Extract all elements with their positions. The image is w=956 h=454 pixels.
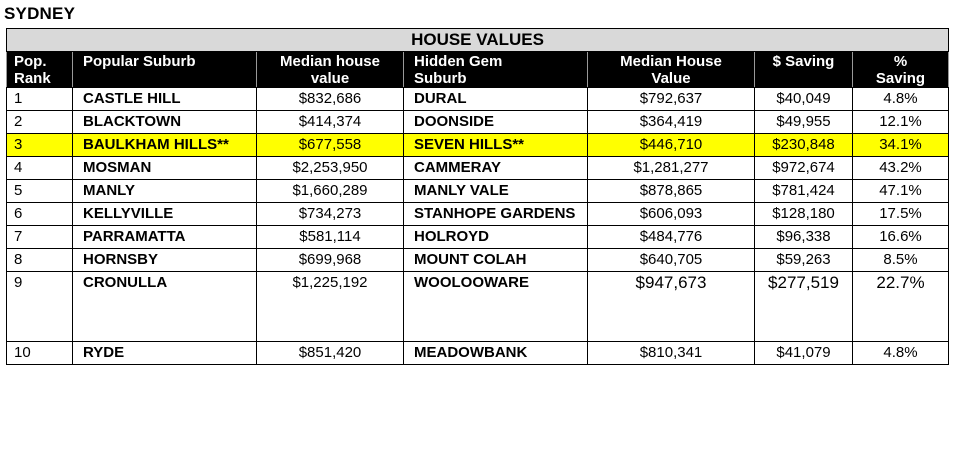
rank-cell: 7 (7, 226, 73, 249)
pct-saving-cell: 34.1% (853, 134, 949, 157)
gem-value-cell: $606,093 (588, 203, 755, 226)
popular-suburb-cell: PARRAMATTA (73, 226, 257, 249)
col-header-median-house-value-gem: Median House Value (588, 52, 755, 88)
popular-value-cell: $2,253,950 (257, 157, 404, 180)
popular-value-cell: $699,968 (257, 249, 404, 272)
gem-suburb-cell: MEADOWBANK (404, 342, 588, 365)
pct-saving-cell: 22.7% (853, 272, 949, 342)
rank-cell: 5 (7, 180, 73, 203)
col-header-hidden-gem: Hidden Gem Suburb (404, 52, 588, 88)
gem-value-cell: $878,865 (588, 180, 755, 203)
table-row (7, 226, 949, 249)
rank-cell: 8 (7, 249, 73, 272)
gem-suburb-cell: STANHOPE GARDENS (404, 203, 588, 226)
pct-saving-cell: 17.5% (853, 203, 949, 226)
table-row-highlighted (7, 134, 949, 157)
popular-value-cell: $734,273 (257, 203, 404, 226)
saving-cell: $41,079 (755, 342, 853, 365)
table-banner: HOUSE VALUES (7, 29, 949, 52)
popular-value-cell: $1,660,289 (257, 180, 404, 203)
saving-cell: $49,955 (755, 111, 853, 134)
gem-value-cell: $446,710 (588, 134, 755, 157)
saving-cell: $59,263 (755, 249, 853, 272)
rank-cell: 1 (7, 88, 73, 111)
popular-suburb-cell: BLACKTOWN (73, 111, 257, 134)
table-row (7, 88, 949, 111)
saving-cell: $96,338 (755, 226, 853, 249)
gem-suburb-cell: SEVEN HILLS** (404, 134, 588, 157)
gem-suburb-cell: MOUNT COLAH (404, 249, 588, 272)
saving-cell: $128,180 (755, 203, 853, 226)
gem-value-cell: $364,419 (588, 111, 755, 134)
popular-value-cell: $414,374 (257, 111, 404, 134)
table-row (7, 203, 949, 226)
rank-cell: 4 (7, 157, 73, 180)
col-header-percent-saving: % Saving (853, 52, 949, 88)
gem-value-cell: $1,281,277 (588, 157, 755, 180)
table-row (7, 342, 949, 365)
pct-saving-cell: 16.6% (853, 226, 949, 249)
column-header-row (7, 52, 949, 88)
gem-value-cell: $792,637 (588, 88, 755, 111)
gem-value-cell: $810,341 (588, 342, 755, 365)
gem-suburb-cell: CAMMERAY (404, 157, 588, 180)
saving-cell: $972,674 (755, 157, 853, 180)
table-row (7, 249, 949, 272)
gem-suburb-cell: DOONSIDE (404, 111, 588, 134)
city-title: SYDNEY (4, 4, 76, 23)
rank-cell: 10 (7, 342, 73, 365)
col-header-popular-suburb: Popular Suburb (73, 52, 257, 88)
house-values-table (6, 28, 949, 365)
pct-saving-cell: 4.8% (853, 342, 949, 365)
gem-suburb-cell: WOOLOOWARE (404, 272, 588, 342)
popular-value-cell: $581,114 (257, 226, 404, 249)
pct-saving-cell: 12.1% (853, 111, 949, 134)
popular-suburb-cell: HORNSBY (73, 249, 257, 272)
gem-suburb-cell: DURAL (404, 88, 588, 111)
rank-cell: 3 (7, 134, 73, 157)
saving-cell: $40,049 (755, 88, 853, 111)
rank-cell: 9 (7, 272, 73, 342)
popular-suburb-cell: MANLY (73, 180, 257, 203)
popular-suburb-cell: CRONULLA (73, 272, 257, 342)
table-row (7, 180, 949, 203)
rank-cell: 6 (7, 203, 73, 226)
table-row (7, 272, 949, 342)
gem-suburb-cell: MANLY VALE (404, 180, 588, 203)
popular-value-cell: $832,686 (257, 88, 404, 111)
popular-suburb-cell: CASTLE HILL (73, 88, 257, 111)
col-header-median-house-value: Median house value (257, 52, 404, 88)
table-row (7, 111, 949, 134)
saving-cell: $781,424 (755, 180, 853, 203)
gem-value-cell: $484,776 (588, 226, 755, 249)
gem-value-cell: $947,673 (588, 272, 755, 342)
popular-value-cell: $851,420 (257, 342, 404, 365)
table-row (7, 157, 949, 180)
popular-value-cell: $677,558 (257, 134, 404, 157)
pct-saving-cell: 43.2% (853, 157, 949, 180)
saving-cell: $230,848 (755, 134, 853, 157)
saving-cell: $277,519 (755, 272, 853, 342)
rank-cell: 2 (7, 111, 73, 134)
popular-suburb-cell: MOSMAN (73, 157, 257, 180)
popular-suburb-cell: RYDE (73, 342, 257, 365)
col-header-rank: Pop. Rank (7, 52, 73, 88)
popular-value-cell: $1,225,192 (257, 272, 404, 342)
pct-saving-cell: 4.8% (853, 88, 949, 111)
gem-value-cell: $640,705 (588, 249, 755, 272)
col-header-dollar-saving: $ Saving (755, 52, 853, 88)
pct-saving-cell: 8.5% (853, 249, 949, 272)
gem-suburb-cell: HOLROYD (404, 226, 588, 249)
pct-saving-cell: 47.1% (853, 180, 949, 203)
popular-suburb-cell: KELLYVILLE (73, 203, 257, 226)
popular-suburb-cell: BAULKHAM HILLS** (73, 134, 257, 157)
